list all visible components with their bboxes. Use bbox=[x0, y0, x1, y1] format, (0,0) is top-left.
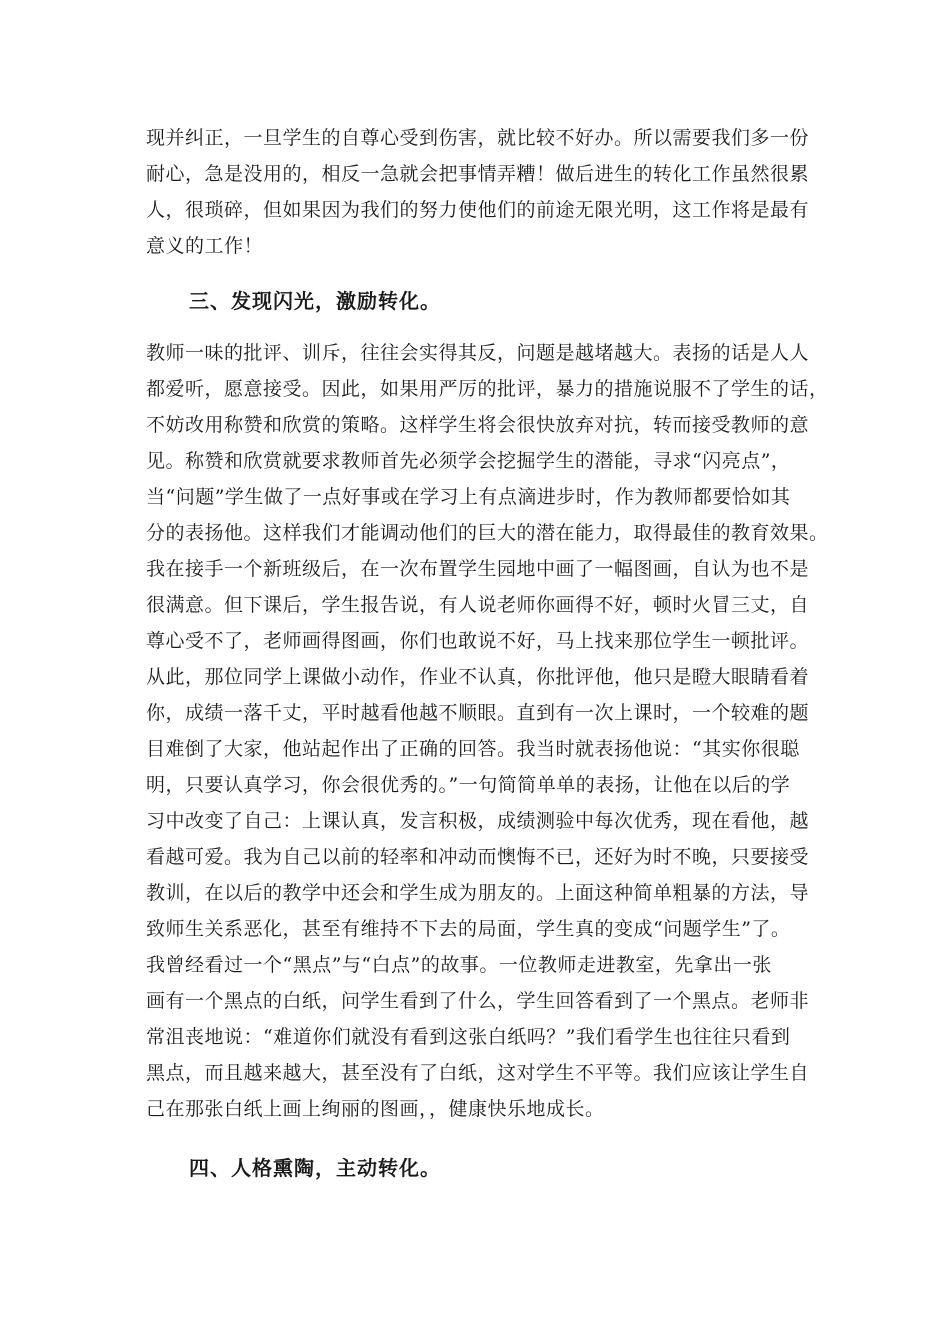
paragraph-line: 当“问题”学生做了一点好事或在学习上有点滴进步时，作为教师都要恰如其 bbox=[146, 486, 791, 508]
paragraph-line: 尊心受不了，老师画得图画，你们也敢说不好，马上找来那位学生一顿批评。 bbox=[146, 630, 810, 652]
paragraph-line: 意义的工作！ bbox=[146, 235, 264, 257]
paragraph-line: 致师生关系恶化，甚至有维持不下去的局面，学生真的变成“问题学生”了。 bbox=[146, 918, 791, 940]
paragraph-line: 看越可爱。我为自己以前的轻率和冲动而懊悔不已，还好为时不晚，只要接受 bbox=[146, 846, 810, 868]
paragraph-line: 我曾经看过一个“黑点”与“白点”的故事。一位教师走进教室，先拿出一张 bbox=[146, 954, 772, 976]
paragraph-line: 分的表扬他。这样我们才能调动他们的巨大的潜在能力，取得最佳的教育效果。 bbox=[146, 522, 829, 544]
paragraph-line: 你，成绩一落千丈，平时越看他越不顺眼。直到有一次上课时，一个较难的题 bbox=[146, 702, 810, 724]
paragraph-line: 画有一个黑点的白纸，问学生看到了什么，学生回答看到了一个黑点。老师非 bbox=[146, 990, 810, 1012]
section-heading-4: 四、人格熏陶，主动转化。 bbox=[189, 1156, 441, 1180]
paragraph-line: 现并纠正，一旦学生的自尊心受到伤害，就比较不好办。所以需要我们多一份 bbox=[146, 127, 810, 149]
paragraph-line: 习中改变了自己：上课认真，发言积极，成绩测验中每次优秀，现在看他，越 bbox=[146, 810, 810, 832]
paragraph-line: 明，只要认真学习，你会很优秀的。”一句简简单单的表扬，让他在以后的学 bbox=[146, 774, 791, 796]
paragraph-line: 见。称赞和欣赏就要求教师首先必须学会挖掘学生的潜能，寻求“闪亮点”， bbox=[146, 450, 791, 472]
paragraph-line: 教训，在以后的教学中还会和学生成为朋友的。上面这种简单粗暴的方法，导 bbox=[146, 882, 810, 904]
paragraph-line: 从此，那位同学上课做小动作，作业不认真，你批评他，他只是瞪大眼睛看着 bbox=[146, 666, 810, 688]
paragraph-line: 目难倒了大家，他站起作出了正确的回答。我当时就表扬他说：“其实你很聪 bbox=[146, 738, 800, 760]
paragraph-line: 黑点，而且越来越大，甚至没有了白纸，这对学生不平等。我们应该让学生自 bbox=[146, 1062, 810, 1084]
paragraph-line: 都爱听，愿意接受。因此，如果用严厉的批评，暴力的措施说服不了学生的话， bbox=[146, 378, 829, 400]
paragraph-line: 不妨改用称赞和欣赏的策略。这样学生将会很快放弃对抗，转而接受教师的意 bbox=[146, 414, 810, 436]
paragraph-line: 常沮丧地说：“难道你们就没有看到这张白纸吗？”我们看学生也往往只看到 bbox=[146, 1026, 791, 1048]
paragraph-line: 很满意。但下课后，学生报告说，有人说老师你画得不好，顿时火冒三丈，自 bbox=[146, 594, 810, 616]
section-heading-3: 三、发现闪光，激励转化。 bbox=[189, 289, 441, 313]
paragraph-line: 己在那张白纸上画上绚丽的图画，，健康快乐地成长。 bbox=[146, 1098, 605, 1120]
paragraph-line: 我在接手一个新班级后，在一次布置学生园地中画了一幅图画，自认为也不是 bbox=[146, 558, 810, 580]
paragraph-line: 人，很琐碎，但如果因为我们的努力使他们的前途无限光明，这工作将是最有 bbox=[146, 199, 810, 221]
paragraph-line: 教师一味的批评、训斥，往往会实得其反，问题是越堵越大。表扬的话是人人 bbox=[146, 342, 810, 364]
paragraph-line: 耐心，急是没用的，相反一急就会把事情弄糟！做后进生的转化工作虽然很累 bbox=[146, 163, 810, 185]
